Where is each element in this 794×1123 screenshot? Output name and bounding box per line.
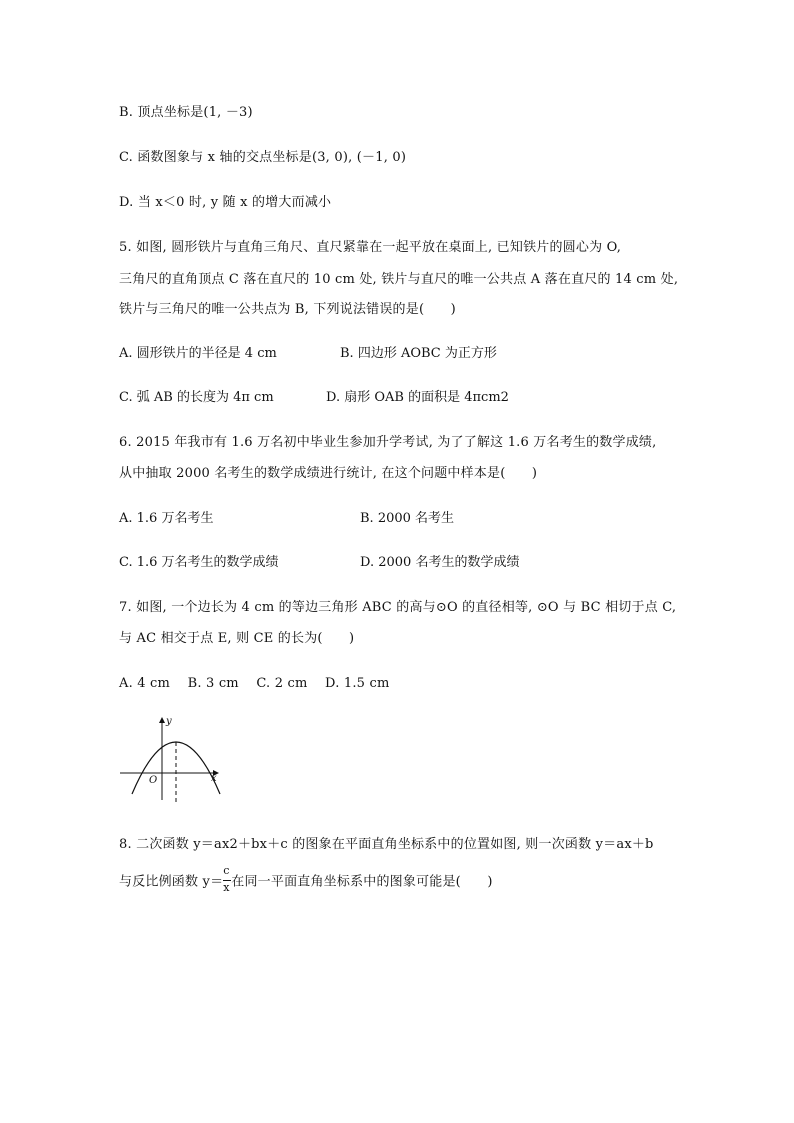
q7-stem-line2: 与 AC 相交于点 E, 则 CE 的长为( ) xyxy=(119,631,355,646)
q5-option-c: C. 弧 AB 的长度为 4π cm xyxy=(119,390,274,405)
q5-option-a: A. 圆形铁片的半径是 4 cm xyxy=(119,346,277,361)
q5-stem-line3: 铁片与三角尺的唯一公共点为 B, 下列说法错误的是( ) xyxy=(119,302,456,317)
q6-option-b: B. 2000 名考生 xyxy=(360,511,455,526)
q7-options: A. 4 cm B. 3 cm C. 2 cm D. 1.5 cm xyxy=(119,676,390,691)
q8-line2-pre: 与反比例函数 y＝ xyxy=(119,874,224,890)
q7-stem-line1: 7. 如图, 一个边长为 4 cm 的等边三角形 ABC 的高与⊙O 的直径相等, ⊙O 与 BC 相切于点 C, xyxy=(119,600,677,615)
q6-option-c: C. 1.6 万名考生的数学成绩 xyxy=(119,555,279,570)
q6-stem-line1: 6. 2015 年我市有 1.6 万名初中毕业生参加升学考试, 为了了解这 1.6 万名考生的数学成绩, xyxy=(119,435,657,450)
q4-option-c: C. 函数图象与 x 轴的交点坐标是(3, 0), (－1, 0) xyxy=(119,150,407,165)
q5-option-b: B. 四边形 AOBC 为正方形 xyxy=(340,346,497,361)
fraction-denominator: x xyxy=(223,881,230,894)
q8-stem-line1: 8. 二次函数 y＝ax2＋bx＋c 的图象在平面直角坐标系中的位置如图, 则一次函数 y＝ax＋b xyxy=(119,837,654,852)
q6-option-a: A. 1.6 万名考生 xyxy=(119,511,214,526)
q6-stem-line2: 从中抽取 2000 名考生的数学成绩进行统计, 在这个问题中样本是( ) xyxy=(119,466,538,481)
parabola-figure xyxy=(118,712,228,802)
q8-line2-post: 在同一平面直角坐标系中的图象可能是( ) xyxy=(231,874,493,890)
q5-stem-line2: 三角尺的直角顶点 C 落在直尺的 10 cm 处, 铁片与直尺的唯一公共点 A 落在直尺的 14 cm 处, xyxy=(119,272,679,287)
q8-stem-line2 xyxy=(119,864,493,894)
q5-option-d: D. 扇形 OAB 的面积是 4πcm2 xyxy=(326,390,509,405)
q6-option-d: D. 2000 名考生的数学成绩 xyxy=(360,555,520,570)
origin-label: O xyxy=(149,775,158,786)
fraction-c-over-x xyxy=(223,864,231,894)
q4-option-d: D. 当 x＜0 时, y 随 x 的增大而减小 xyxy=(119,195,332,210)
parabola-graph xyxy=(118,712,228,802)
fraction-numerator: c xyxy=(223,864,230,877)
q5-stem-line1: 5. 如图, 圆形铁片与直角三角尺、直尺紧靠在一起平放在桌面上, 已知铁片的圆心为 O, xyxy=(119,240,622,255)
y-axis-label: y xyxy=(166,716,172,727)
x-axis-label: x xyxy=(211,773,217,784)
q4-option-b: B. 顶点坐标是(1, －3) xyxy=(119,105,253,120)
